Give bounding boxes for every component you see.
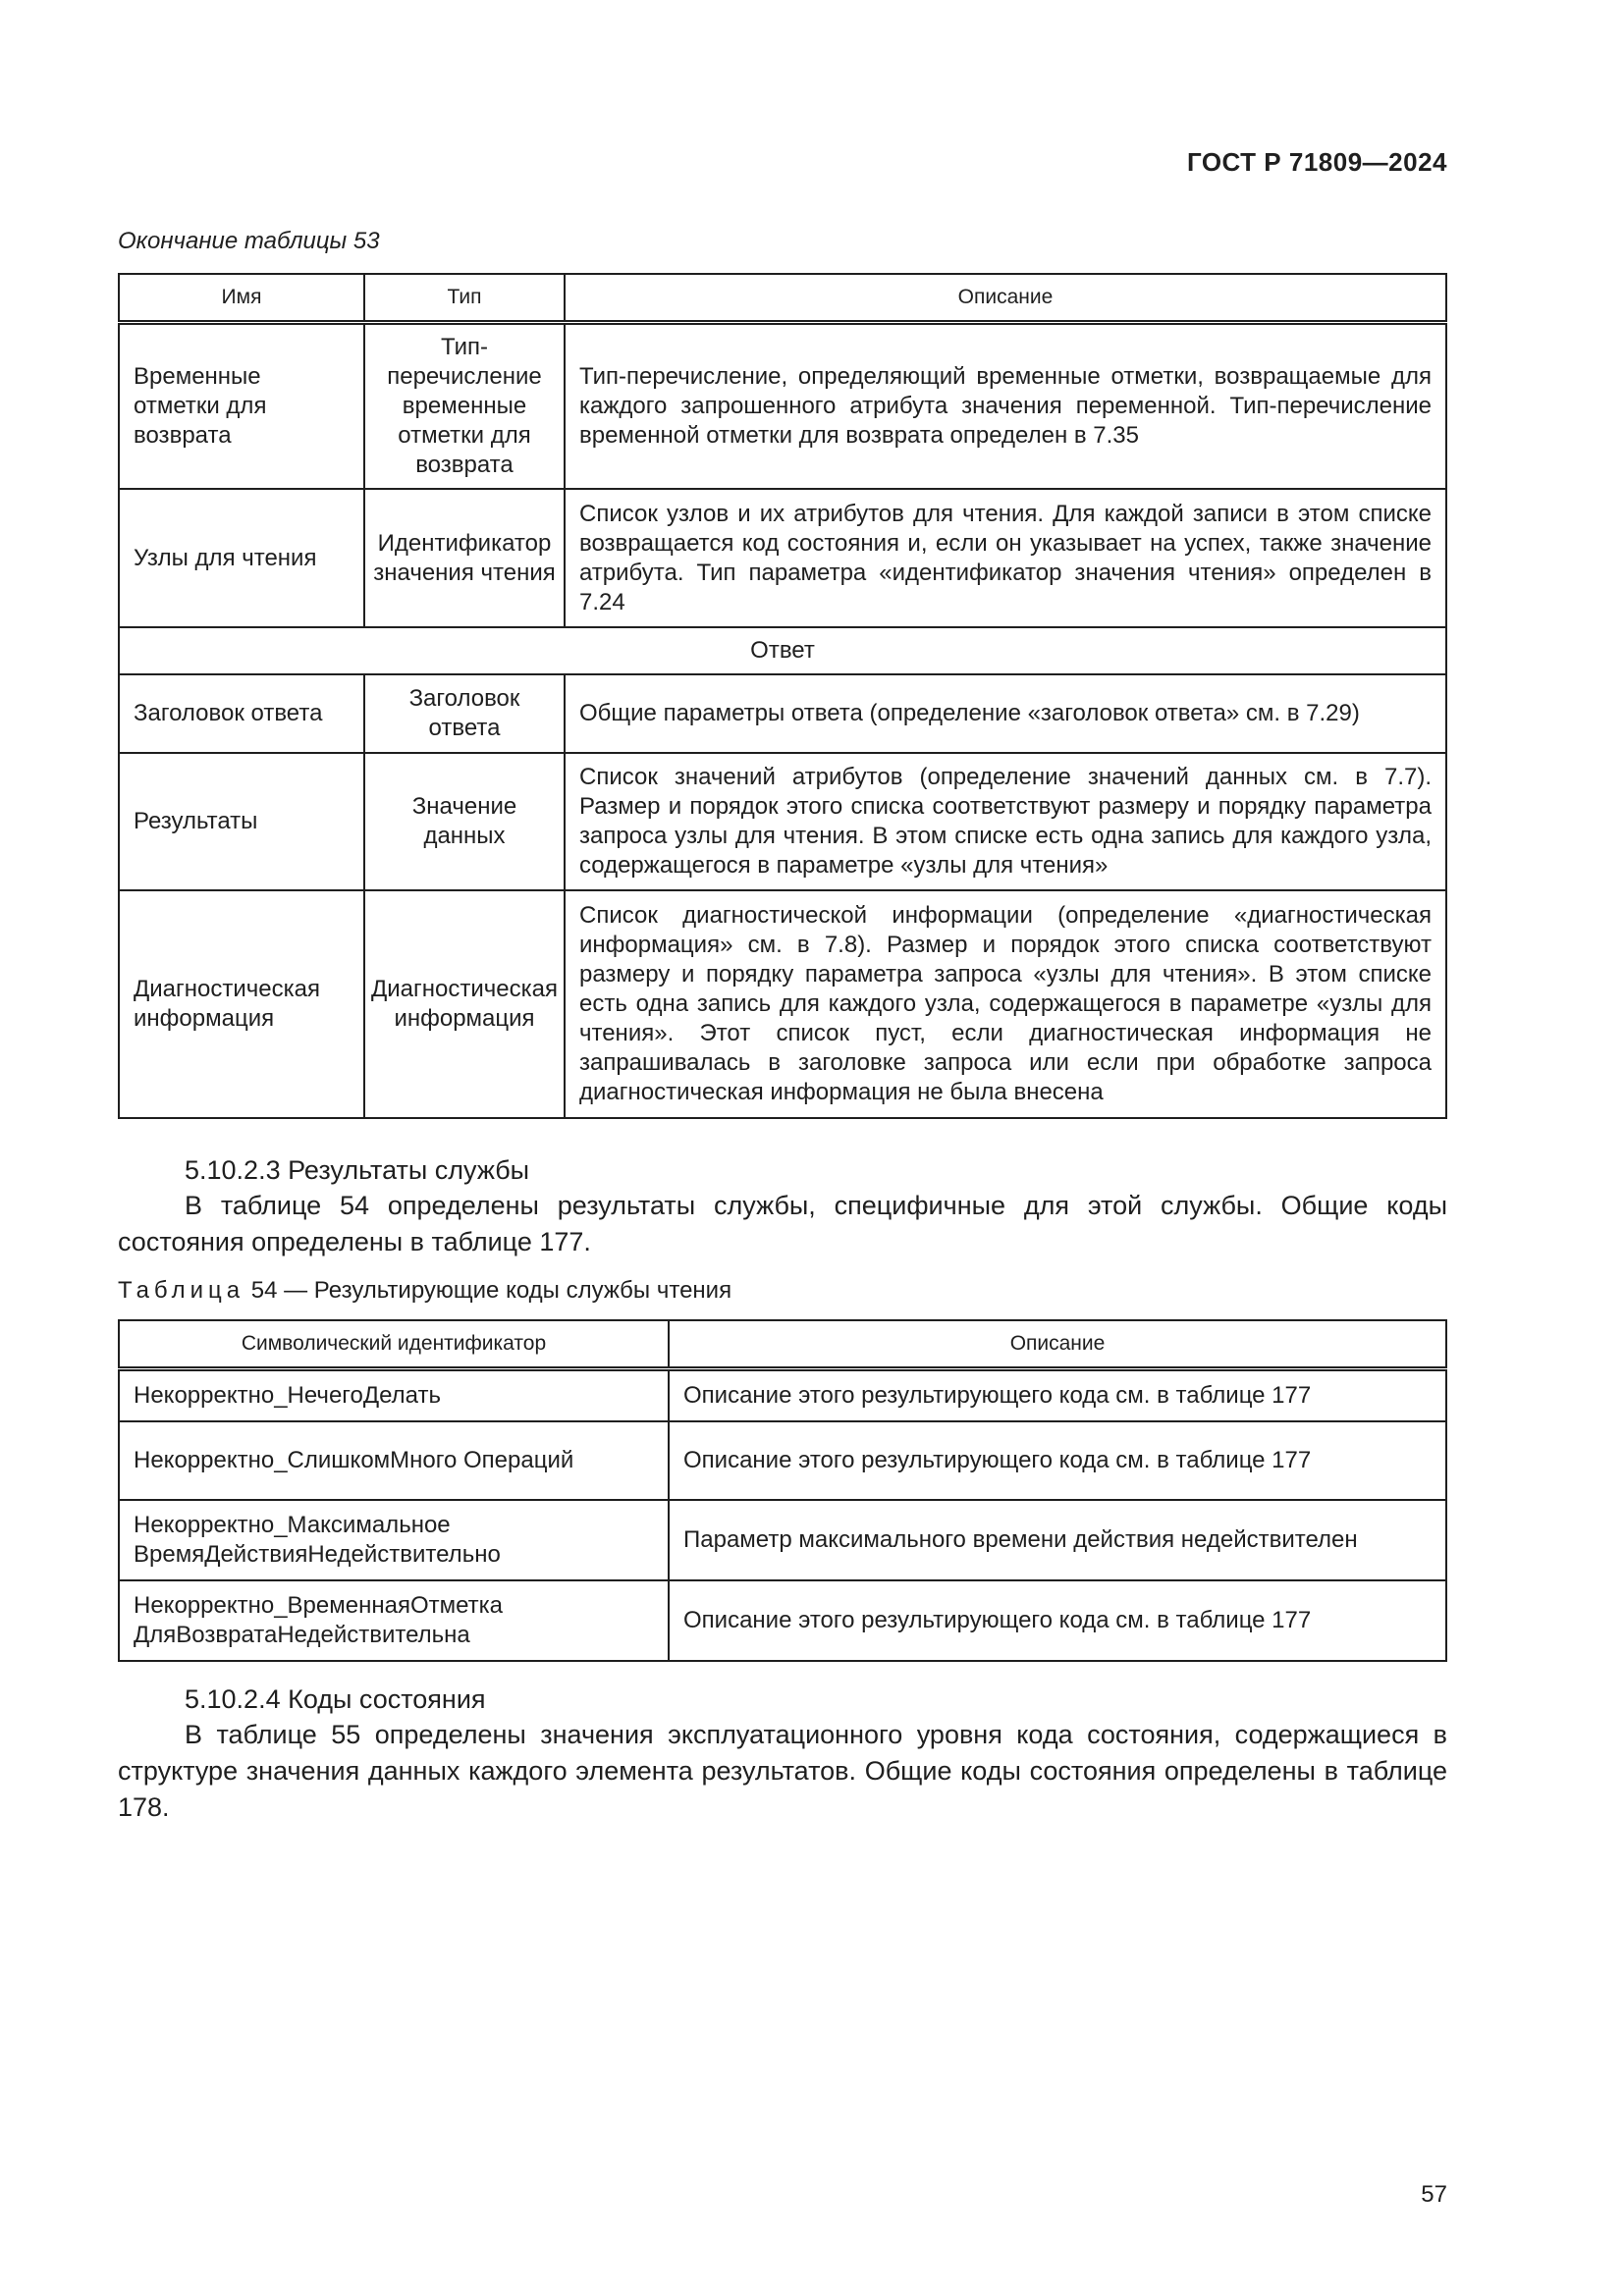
table-word: Таблица	[118, 1277, 245, 1304]
document-header: ГОСТ Р 71809—2024	[1186, 147, 1447, 177]
column-header-symbolic-id: Символический идентификатор	[119, 1320, 669, 1369]
section-heading-5-10-2-4: 5.10.2.4 Коды состояния	[185, 1684, 486, 1714]
cell-symbolic-id: Некорректно_ВременнаяОтметка ДляВозвратаНедействительна	[119, 1580, 669, 1661]
cell-description: Список узлов и их атрибутов для чтения. Для каждой записи в этом списке возвращается код состояния и, если он указывает на успех, также значение атрибута. Тип параметра «идентификатор значения чтения» определен в 7.24	[565, 489, 1446, 627]
cell-description: Описание этого результирующего кода см. в таблице 177	[669, 1580, 1446, 1661]
column-header-name: Имя	[119, 274, 364, 323]
cell-name: Заголовок ответа	[119, 674, 364, 753]
table-row	[119, 753, 1446, 890]
cell-description: Список значений атрибутов (определение значений данных см. в 7.7). Размер и порядок этого списка соответствуют размеру и порядку параметра запроса узлы для чтения. В этом списке есть одна запись для каждого узла, содержащегося в параметре «узлы для чтения»	[565, 753, 1446, 890]
section-text-5-10-2-3: В таблице 54 определены результаты службы, специфичные для этой службы. Общие коды состояния определены в таблице 177.	[118, 1191, 1447, 1256]
cell-type: Значение данных	[364, 753, 565, 890]
table-row	[119, 323, 1446, 490]
cell-type: Заголовок ответа	[364, 674, 565, 753]
cell-name: Результаты	[119, 753, 364, 890]
table-53	[118, 273, 1447, 1119]
cell-description: Общие параметры ответа (определение «заголовок ответа» см. в 7.29)	[565, 674, 1446, 753]
page-number: 57	[1421, 2181, 1447, 2208]
cell-description: Список диагностической информации (определение «диагностическая информация» см. в 7.8). Размер и порядок этого списка соответствуют размеру и порядку параметра запроса «узлы для чтения». В этом списке есть одна запись для каждого узла, содержащегося в параметре «узлы для чтения». Этот список пуст, если диагностическая информация не запрашивалась в заголовке запроса или если при обработке запроса диагностическая информация не была внесена	[565, 890, 1446, 1118]
cell-name: Диагностическая информация	[119, 890, 364, 1118]
column-header-type: Тип	[364, 274, 565, 323]
section-row	[119, 627, 1446, 674]
column-header-description: Описание	[565, 274, 1446, 323]
table-row	[119, 1500, 1446, 1580]
cell-symbolic-id: Некорректно_Максимальное ВремяДействияНедействительно	[119, 1500, 669, 1580]
cell-description: Описание этого результирующего кода см. в таблице 177	[669, 1421, 1446, 1500]
cell-description: Описание этого результирующего кода см. в таблице 177	[669, 1369, 1446, 1422]
cell-name: Временные отметки для возврата	[119, 323, 364, 490]
cell-name: Узлы для чтения	[119, 489, 364, 627]
cell-symbolic-id: Некорректно_НечегоДелать	[119, 1369, 669, 1422]
cell-description: Тип-перечисление, определяющий временные отметки, возвращаемые для каждого запрошенного атрибута значения переменной. Тип-перечисление временной отметки для возврата определен в 7.35	[565, 323, 1446, 490]
table-row	[119, 1580, 1446, 1661]
table-54-caption	[118, 1277, 731, 1305]
table-54-title: 54 — Результирующие коды службы чтения	[244, 1277, 732, 1304]
column-header-description: Описание	[669, 1320, 1446, 1369]
cell-type: Диагностическая информация	[364, 890, 565, 1118]
response-section-label: Ответ	[119, 627, 1446, 674]
cell-description: Параметр максимального времени действия недействителен	[669, 1500, 1446, 1580]
section-heading-5-10-2-3: 5.10.2.3 Результаты службы	[185, 1155, 530, 1185]
cell-type: Идентификатор значения чтения	[364, 489, 565, 627]
table-row	[119, 674, 1446, 753]
section-text-5-10-2-4: В таблице 55 определены значения эксплуатационного уровня кода состояния, содержащиеся в структуре значения данных каждого элемента результатов. Общие коды состояния определены в таблице 178.	[118, 1720, 1447, 1822]
cell-symbolic-id: Некорректно_СлишкомМного Операций	[119, 1421, 669, 1500]
table-row	[119, 890, 1446, 1118]
table-53-continuation-caption: Окончание таблицы 53	[118, 228, 380, 254]
table-row	[119, 1369, 1446, 1422]
table-row	[119, 489, 1446, 627]
table-54	[118, 1319, 1447, 1662]
table-row	[119, 1421, 1446, 1500]
cell-type: Тип-перечисление временные отметки для возврата	[364, 323, 565, 490]
